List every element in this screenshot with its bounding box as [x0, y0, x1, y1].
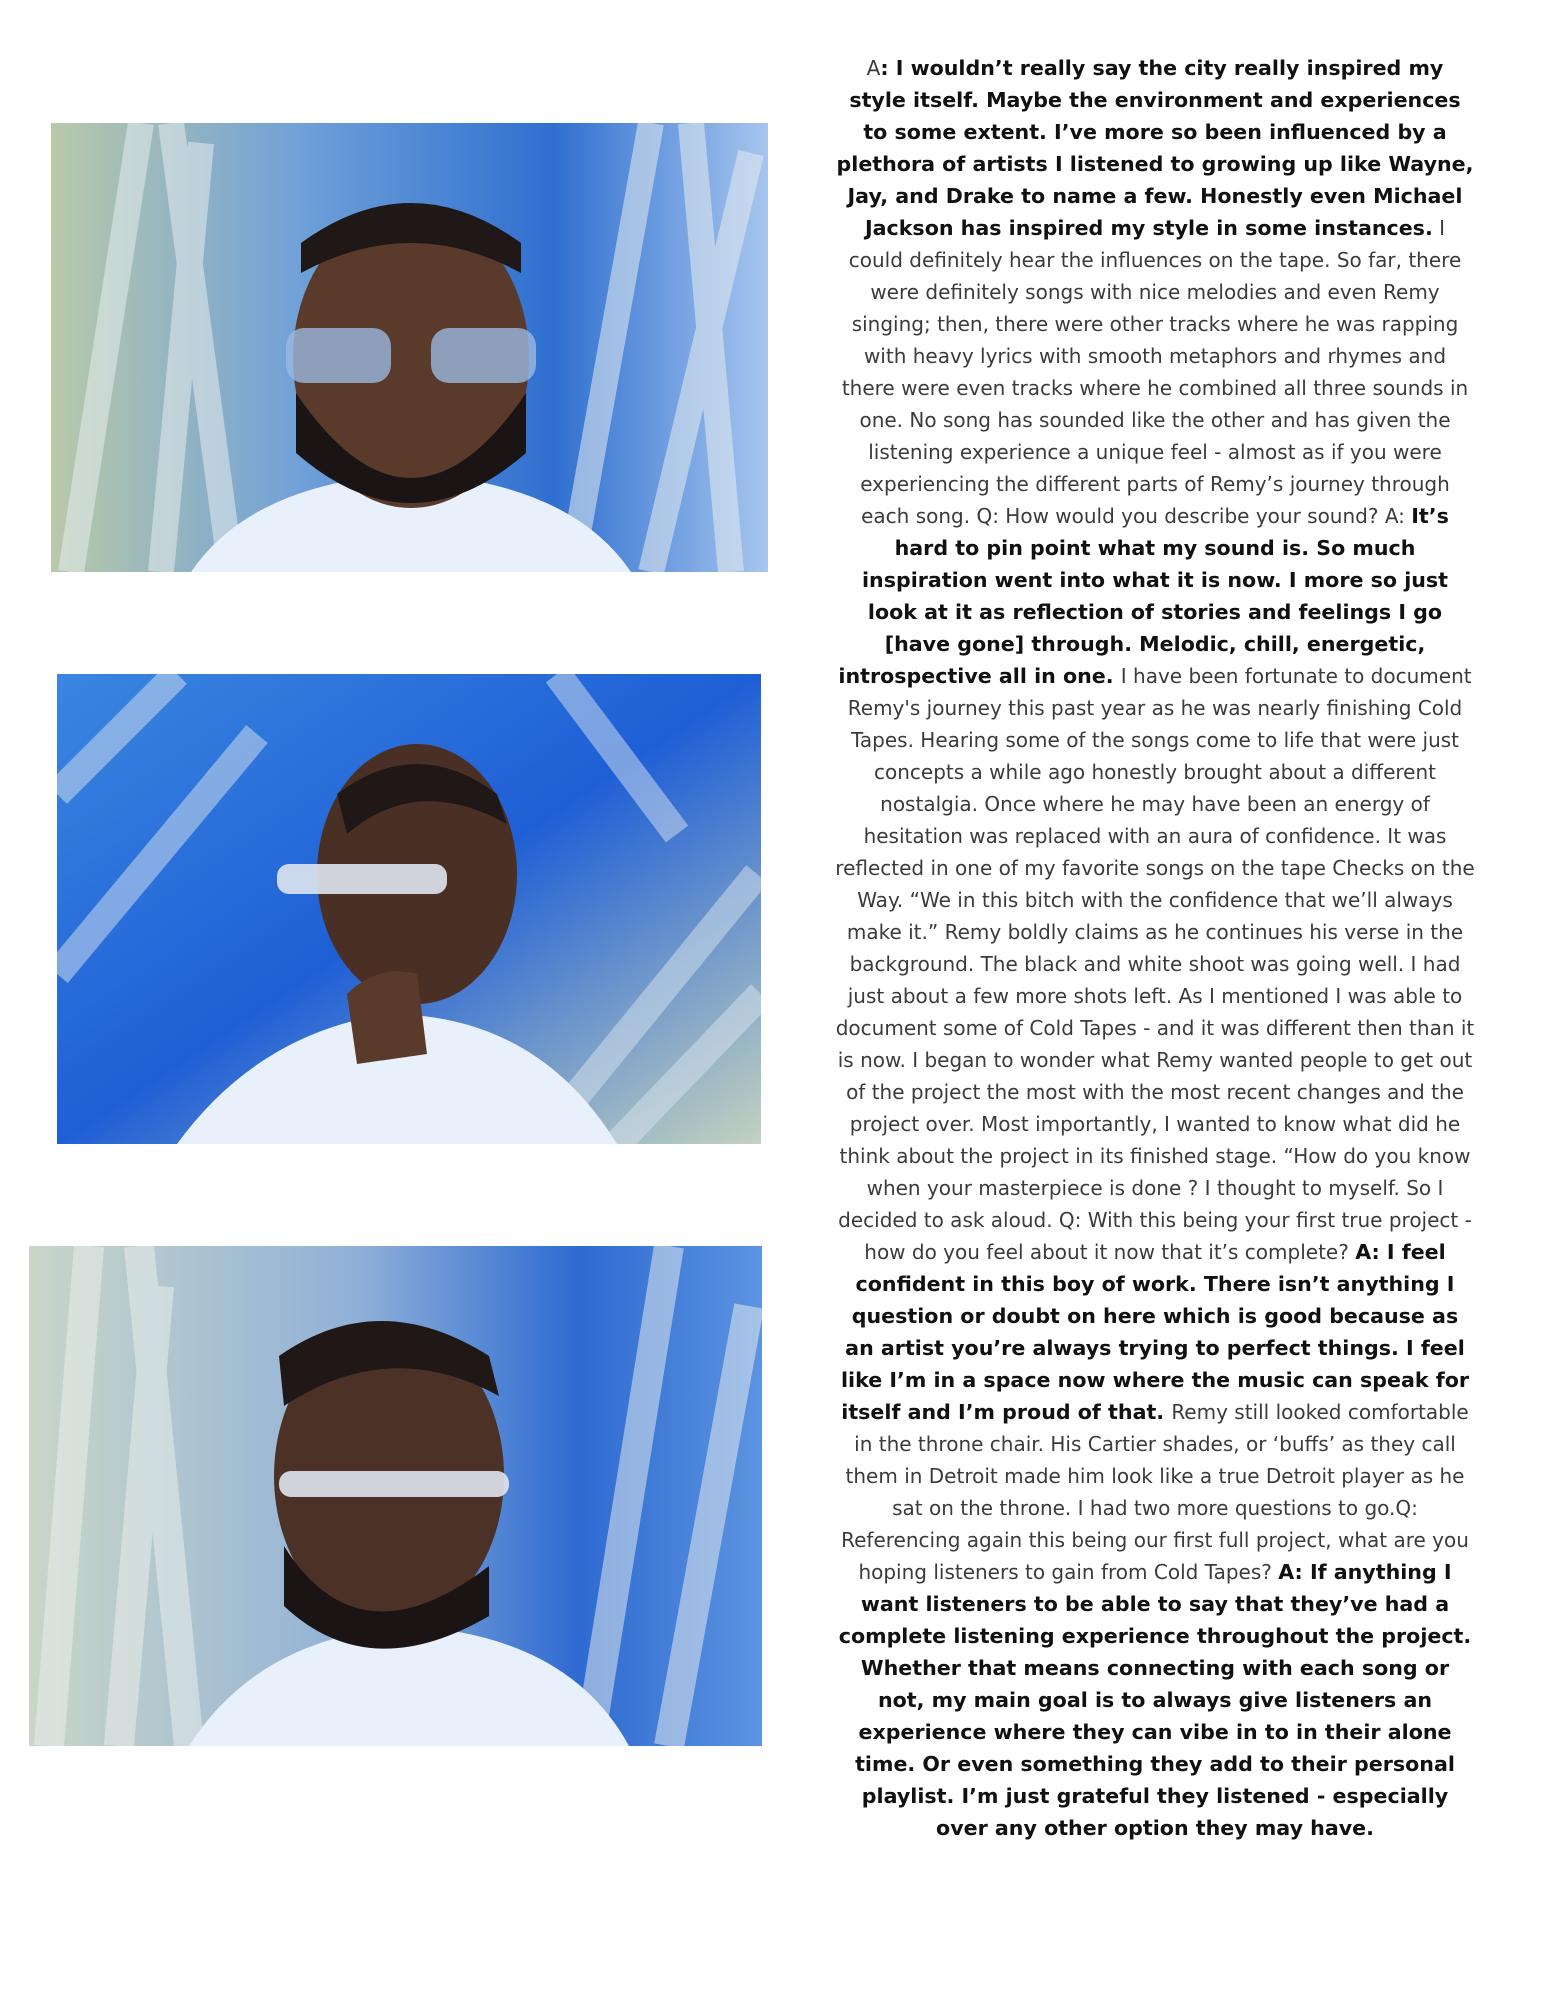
article-segment-5: I have been fortunate to document Remy's journey this past year as he was nearly finishing Cold Tapes. Hearing some of the songs come to life that were just concepts a while ago honestly brought about a different nostalgia. Once where he may have been an energy of hesitation was replaced with an aura of confidence. It was reflected in one of my favorite songs on the tape Checks on the Way. “We in this bitch with the confidence that we’ll always make it.” Remy boldly claims as he continues his verse in the background. The black and white shoot was going well. I had just about a few more shots left. As I mentioned I was able to document some of Cold Tapes - and it was different then than it is now. I began to wonder what Remy wanted people to get out of the project the most with the most recent changes and the project over. Most importantly, I wanted to know what did he think about the project in its finished stage. “How do you know when your masterpiece is done ? I thought to myself. So I decided to ask aloud. Q: With this being your first true project - how do you feel about it now that it’s complete?: [835, 664, 1475, 1264]
article-segment-3: I could definitely hear the influences on the tape. So far, there were definitely songs with nice melodies and even Remy singing; then, there were other tracks where he was rapping with heavy lyrics with smooth metaphors and rhymes and there were even tracks where he combined all three sounds in one. No song has sounded like the other and has given the listening experience a unique feel - almost as if you were experiencing the different parts of Remy’s journey through each song. Q: How would you describe your sound? A:: [841, 216, 1469, 528]
portrait-photo-profile: [29, 1246, 762, 1746]
portrait-photo-front: [51, 123, 768, 572]
article-segment-6: A: I feel confident in this boy of work. There isn’t anything I question or doubt on here which is good because as an artist you’re always trying to perfect things. I feel like I’m in a space now where the music can speak for itself and I’m proud of that.: [840, 1240, 1470, 1424]
portrait-photo-profile-hand-icon: [57, 674, 761, 1144]
portrait-photo-profile-hand: [57, 674, 761, 1144]
article-segment-1: A: [866, 56, 881, 80]
article-segment-2: : I wouldn’t really say the city really inspired my style itself. Maybe the environment and experiences to some extent. I’ve more so been influenced by a plethora of artists I listened to growing up like Wayne, Jay, and Drake to name a few. Honestly even Michael Jackson has inspired my style in some instances.: [836, 56, 1474, 240]
portrait-photo-profile-icon: [29, 1246, 762, 1746]
article-segment-8: A: If anything I want listeners to be able to say that they’ve had a complete listening experience throughout the project. Whether that means connecting with each song or not, my main goal is to always give listeners an experience where they can vibe in to in their alone time. Or even something they add to their personal playlist. I’m just grateful they listened - especially over any other option they may have.: [838, 1560, 1472, 1840]
article-segment-4: It’s hard to pin point what my sound is. So much inspiration went into what it is now. I more so just look at it as reflection of stories and feelings I go [have gone] through. Melodic, chill, energetic, introspective all in one.: [838, 504, 1449, 688]
article-segment-7: Remy still looked comfortable in the throne chair. His Cartier shades, or ‘buffs’ as they call them in Detroit made him look like a true Detroit player as he sat on the throne. I had two more questions to go.Q: Referencing again this being our first full project, what are you hoping listeners to gain from Cold Tapes?: [841, 1400, 1469, 1584]
portrait-photo-front-icon: [51, 123, 768, 572]
article-body: [835, 52, 1475, 1844]
